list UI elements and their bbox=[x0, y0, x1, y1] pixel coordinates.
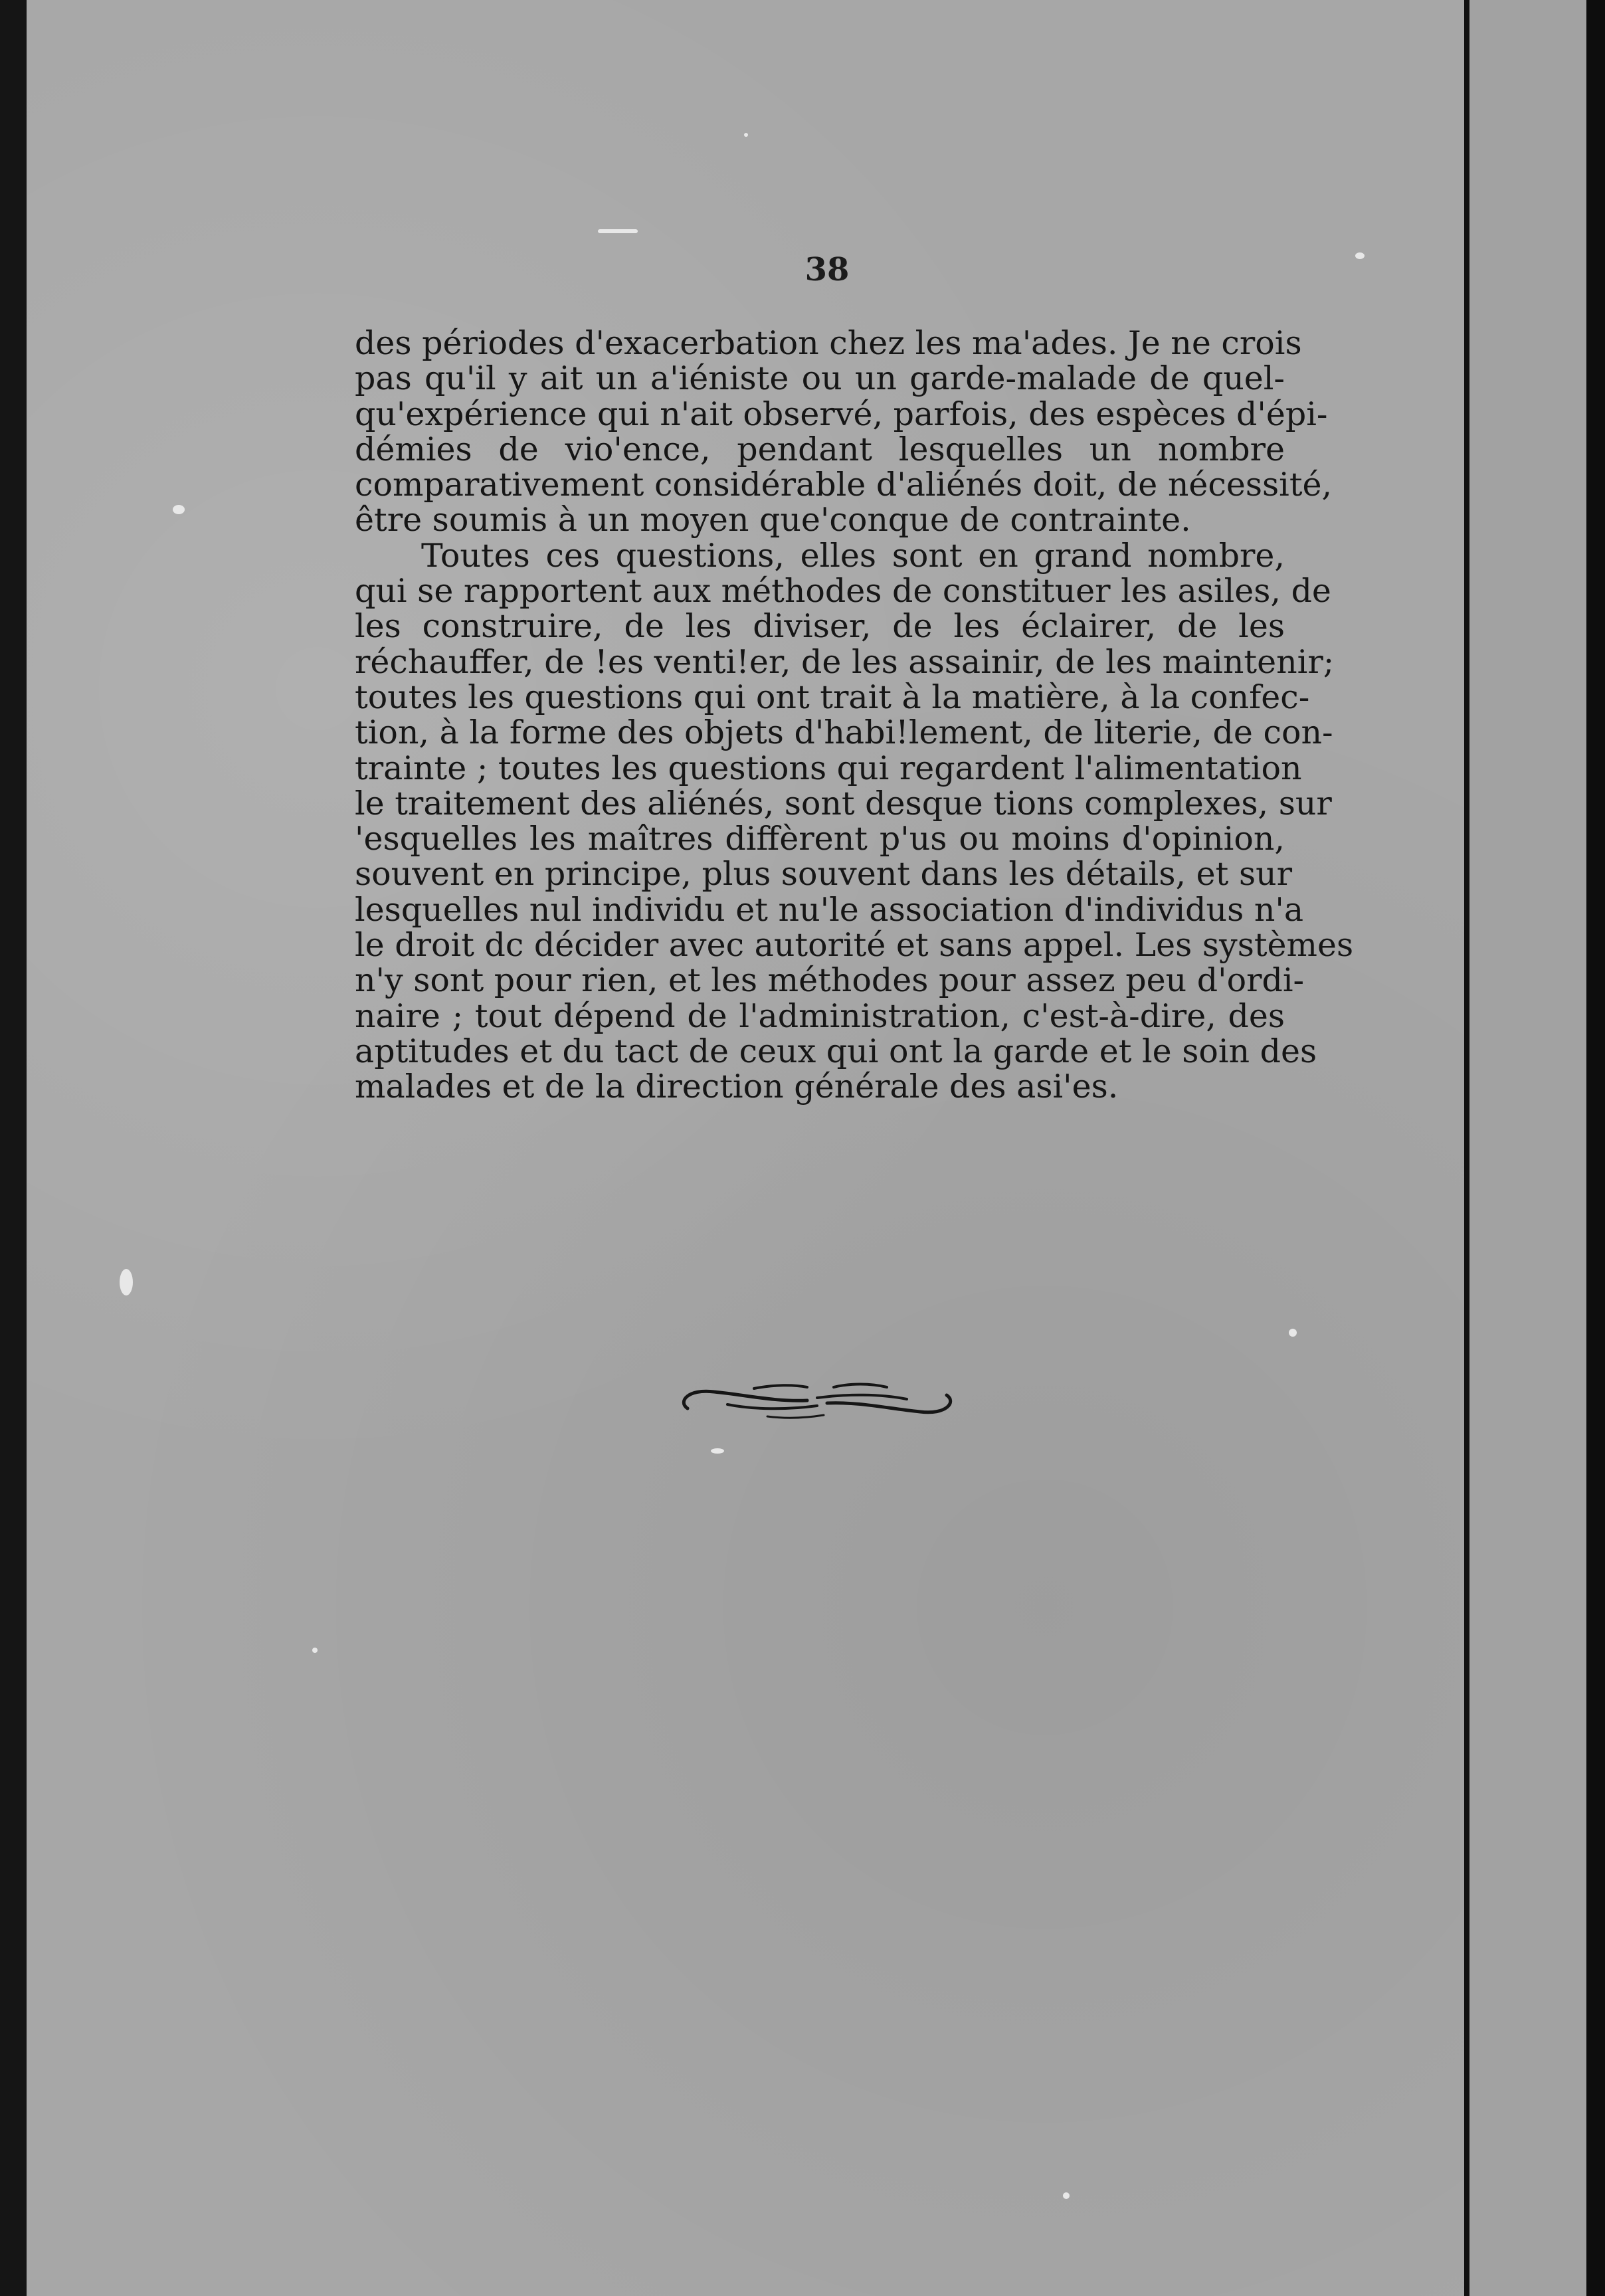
adjacent-page-strip bbox=[1469, 0, 1605, 2296]
paragraph-2 bbox=[355, 536, 1354, 1106]
paper-speck bbox=[1289, 1329, 1297, 1337]
flourish-ornament-icon bbox=[674, 1375, 960, 1428]
page-body-text bbox=[355, 324, 1354, 1106]
paragraph-1 bbox=[355, 324, 1333, 539]
text-line: aptitudes et du tact de ceux qui ont la garde et le soin des bbox=[355, 1032, 1317, 1070]
text-line: malades et de la direction générale des asi'es. bbox=[355, 1068, 1119, 1106]
text-line: les construire, de les diviser, de les éclairer, de les bbox=[355, 607, 1285, 646]
text-line: le droit dc décider avec autorité et sans appel. Les systèmes bbox=[355, 926, 1354, 965]
text-line: comparativement considérable d'aliénés doit, de nécessité, bbox=[355, 466, 1333, 504]
text-line: lesquelles nul individu et nu'le association d'individus n'a bbox=[355, 890, 1304, 929]
text-line: naire ; tout dépend de l'administration, c'est-à-dire, des bbox=[355, 997, 1285, 1035]
paper-speck bbox=[744, 133, 748, 137]
text-line: réchauffer, de !es venti!er, de les assainir, de les maintenir; bbox=[355, 642, 1335, 681]
paper-speck bbox=[1063, 2192, 1070, 2199]
text-line: 'esquelles les maîtres diffèrent p'us ou moins d'opinion, bbox=[355, 820, 1285, 858]
page-fold-line bbox=[1464, 0, 1469, 2296]
text-line: être soumis à un moyen que'conque de contrainte. bbox=[355, 501, 1191, 539]
text-line: tion, à la forme des objets d'habi!lement, de literie, de con- bbox=[355, 714, 1333, 752]
paper-speck bbox=[120, 1269, 133, 1295]
text-line: le traitement des aliénés, sont desque tions complexes, sur bbox=[355, 784, 1332, 822]
paper-speck bbox=[312, 1648, 318, 1653]
scan-left-edge bbox=[0, 0, 27, 2296]
paper-speck bbox=[1355, 252, 1365, 259]
text-line: pas qu'il y ait un a'iéniste ou un garde-malade de quel- bbox=[355, 359, 1285, 398]
book-page bbox=[27, 0, 1481, 2296]
text-line: des périodes d'exacerbation chez les ma'ades. Je ne crois bbox=[355, 324, 1302, 362]
text-line: Toutes ces questions, elles sont en grand nombre, bbox=[421, 536, 1285, 575]
text-line: n'y sont pour rien, et les méthodes pour assez peu d'ordi- bbox=[355, 961, 1305, 1000]
page-number: 38 bbox=[804, 251, 850, 288]
text-line: trainte ; toutes les questions qui regardent l'alimentation bbox=[355, 749, 1302, 787]
text-line: qu'expérience qui n'ait observé, parfois, des espèces d'épi- bbox=[355, 395, 1328, 433]
paper-speck bbox=[598, 229, 638, 233]
paper-speck bbox=[711, 1448, 724, 1454]
text-line: souvent en principe, plus souvent dans les détails, et sur bbox=[355, 855, 1293, 894]
text-line: démies de vio'ence, pendant lesquelles un nombre bbox=[355, 430, 1285, 468]
text-line: qui se rapportent aux méthodes de constituer les asiles, de bbox=[355, 572, 1331, 611]
text-line: toutes les questions qui ont trait à la matière, à la confec- bbox=[355, 678, 1310, 716]
paper-speck bbox=[173, 505, 185, 514]
scan-right-edge bbox=[1586, 0, 1605, 2296]
